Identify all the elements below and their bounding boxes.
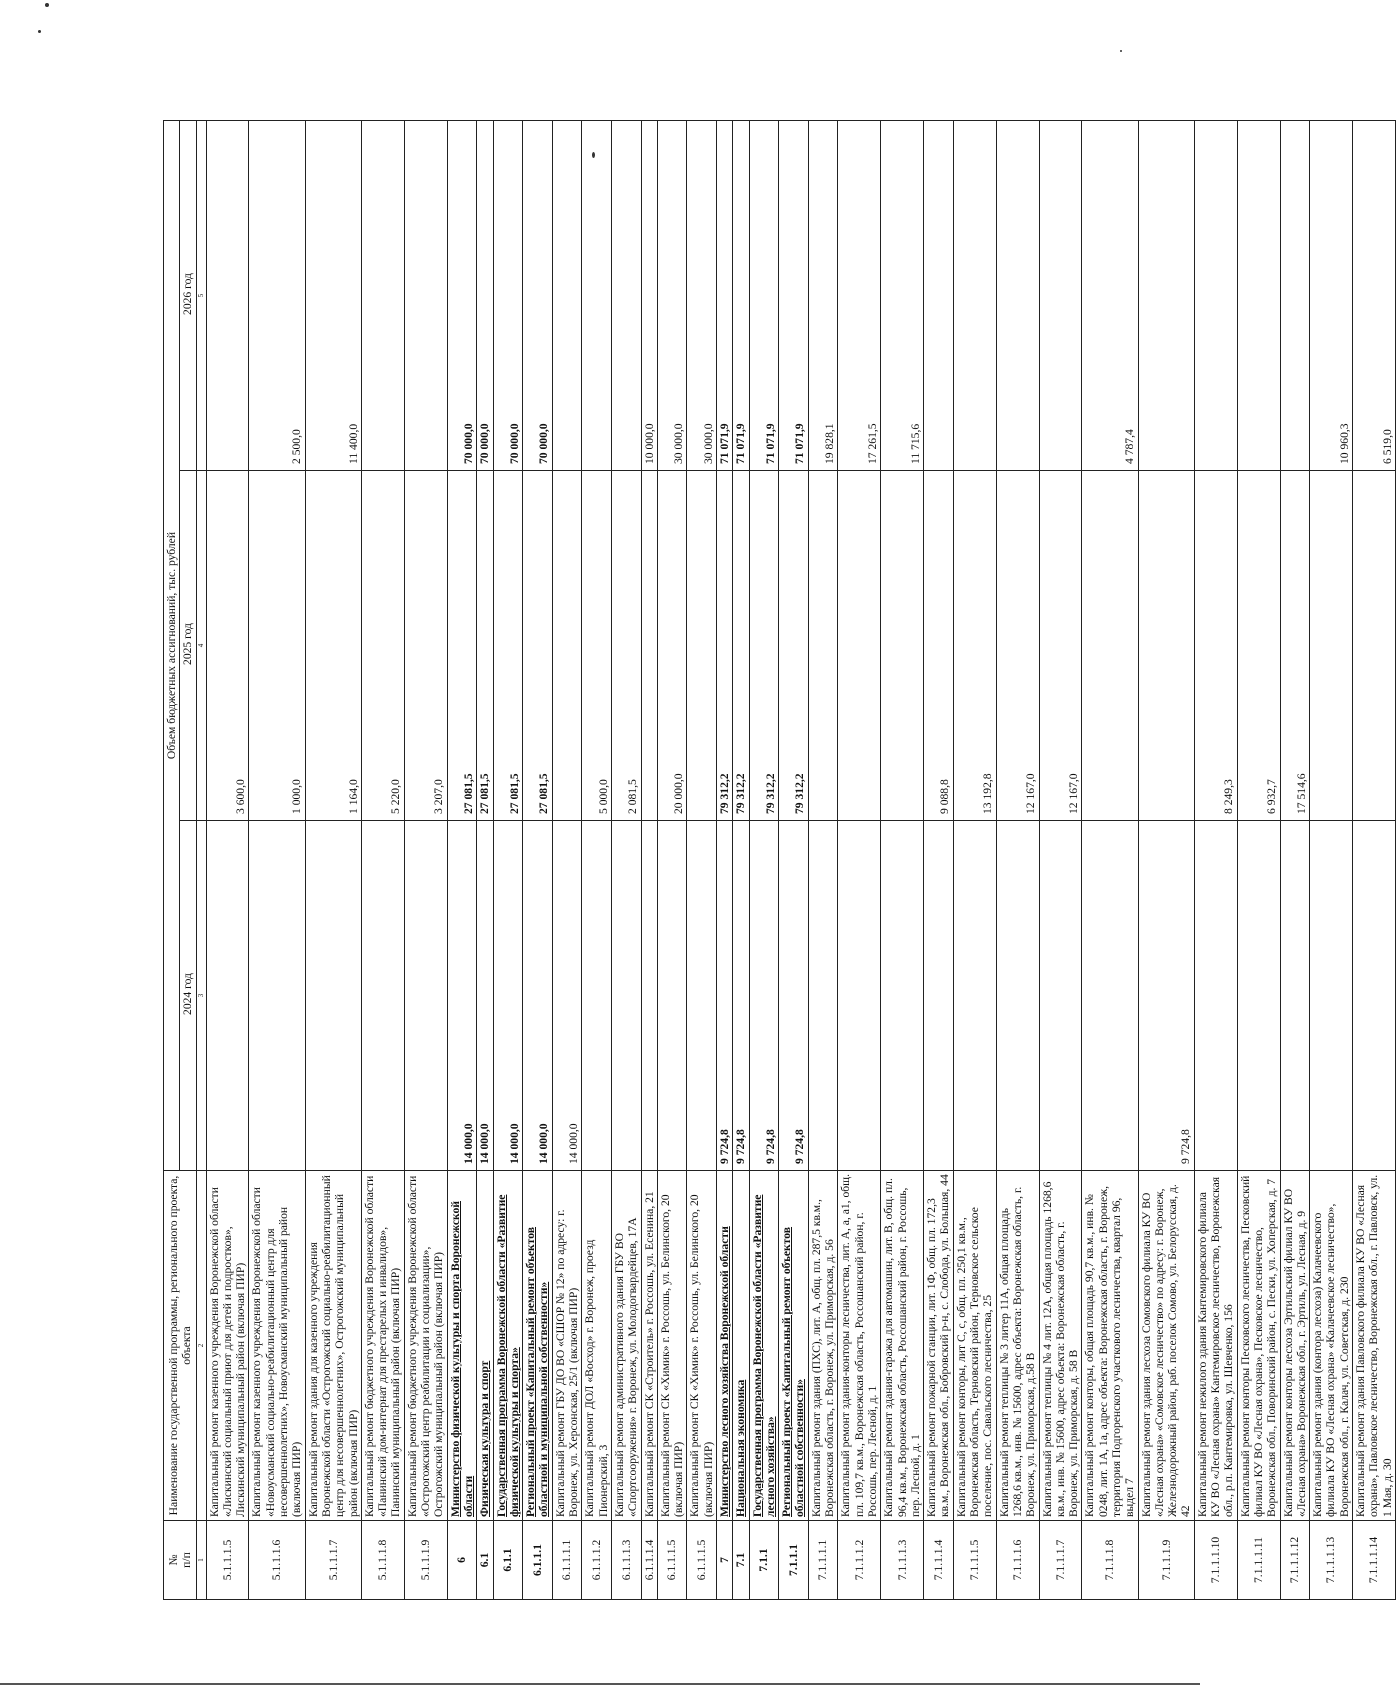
row-value-2024: 9 724,8 — [733, 821, 749, 1171]
row-value-2025: 12 167,0 — [996, 471, 1039, 821]
header-year-2024: 2024 год — [180, 821, 196, 1171]
row-number: 6.1.1.1.5 — [657, 1521, 687, 1600]
row-name: Капитальный ремонт здания (ПХС), лит. А, общ. пл. 287,5 кв.м., Воронежская область, г. Воронеж, ул. Приморская, д. 56 — [808, 1171, 838, 1521]
table-row — [1353, 121, 1396, 1600]
row-name: Национальная экономика — [733, 1171, 749, 1521]
row-name: Капитальный ремонт здания лесхоза Сомовского филиала КУ ВО «Лесная охрана» «Сомовское лесничество» по адресу: г. Воронеж, Железнодорожный район, раб. поселок Сомово, ул. Белорусская, д. 42 — [1138, 1171, 1194, 1521]
row-number: 7.1.1.1.11 — [1237, 1521, 1280, 1600]
table-row — [733, 121, 749, 1600]
row-number: 5.1.1.1.7 — [305, 1521, 361, 1600]
row-number: 7.1.1.1.4 — [924, 1521, 954, 1600]
row-value-2024 — [361, 821, 404, 1171]
index-cell: 4 — [196, 471, 206, 821]
row-name: Капитальный ремонт конторы лесхоза Эртильский филиал КУ ВО «Лесная охрана» Воронежская обл., г. Эртиль, ул. Лесная, д. 9 — [1280, 1171, 1310, 1521]
row-name: Капитальный ремонт СК «Химик» г. Россошь, ул. Белинского, 20 (включая ПИР) — [657, 1171, 687, 1521]
table-row — [582, 121, 612, 1600]
row-value-2024 — [808, 821, 838, 1171]
row-number: 7.1.1.1.1 — [808, 1521, 838, 1600]
row-value-2024 — [996, 821, 1039, 1171]
row-value-2024 — [641, 821, 657, 1171]
table-row — [716, 121, 732, 1600]
row-value-2025: 6 932,7 — [1237, 471, 1280, 821]
row-value-2025 — [1138, 471, 1194, 821]
table-row — [206, 121, 249, 1600]
header-year-2026: 2026 год — [180, 121, 196, 471]
scan-speck — [1120, 50, 1122, 52]
row-name: Физическая культура и спорт — [477, 1171, 493, 1521]
row-value-2025: 79 312,2 — [779, 471, 809, 821]
row-name: Капитальный ремонт здания (контора лесхоза) Калачеевского филиала КУ ВО «Лесная охрана» «Калачеевское лесничество», Воронежская обл., г. Калач, ул. Советская, д. 230 — [1310, 1171, 1353, 1521]
table-row — [808, 121, 838, 1600]
row-value-2025: 1 000,0 — [249, 471, 305, 821]
row-number: 7.1.1.1.2 — [838, 1521, 881, 1600]
row-value-2026: 71 071,9 — [716, 121, 732, 471]
row-value-2024: 14 000,0 — [552, 821, 582, 1171]
row-value-2025: 9 088,8 — [924, 471, 954, 821]
table-row — [1237, 121, 1280, 1600]
row-name: Капитальный ремонт ГБУ ДО ВО «СШОР № 12» по адресу: г. Воронеж, ул. Херсонская, 25/1 (включая ПИР) — [552, 1171, 582, 1521]
row-number: 6.1.1 — [493, 1521, 523, 1600]
row-value-2025 — [838, 471, 881, 821]
row-name: Государственная программа Воронежской области «Развитие физической культуры и спорта» — [493, 1171, 523, 1521]
header-name: Наименование государственной программы, регионального проекта, объекта — [164, 1171, 197, 1521]
row-number: 6.1.1.1.3 — [611, 1521, 641, 1600]
row-value-2024 — [953, 821, 996, 1171]
table-row — [404, 121, 447, 1600]
row-value-2025: 2 081,5 — [611, 471, 641, 821]
row-number: 7.1.1.1.3 — [881, 1521, 924, 1600]
row-value-2025: 8 249,3 — [1194, 471, 1237, 821]
row-value-2026: 70 000,0 — [523, 121, 553, 471]
table-row — [641, 121, 657, 1600]
table-row — [779, 121, 809, 1600]
row-number: 6.1 — [477, 1521, 493, 1600]
table-body — [206, 121, 1395, 1600]
row-value-2025 — [1082, 471, 1138, 821]
table-row — [1310, 121, 1353, 1600]
row-value-2024 — [1280, 821, 1310, 1171]
header-volume: Объем бюджетных ассигнований, тыс. рублей — [164, 121, 180, 1171]
row-name: Капитальный ремонт здания для казенного учреждения Воронежской области «Острогожский социально-реабилитационный центр для несовершеннолетних», Острогожский муниципальный район (включая ПИР) — [305, 1171, 361, 1521]
row-value-2026: 11 715,6 — [881, 121, 924, 471]
table-row — [687, 121, 717, 1600]
row-value-2026: 10 000,0 — [641, 121, 657, 471]
row-value-2026 — [611, 121, 641, 471]
index-cell: 3 — [196, 821, 206, 1171]
row-name: Капитальный ремонт конторы, общая площадь 90,7 кв.м., инв. № 0248, лит. 1А, 1а, адрес объекта: Воронежская область, г. Воронеж, территория Подгоренского участкового лесничества, квартал 96, выдел 7 — [1082, 1171, 1138, 1521]
row-name: Капитальный ремонт нежилого здания Кантемировского филиала КУ ВО «Лесная охрана» Кантемировское лесничество, Воронежская обл., р.п. Кантемировка, ул. Шевченко, 156 — [1194, 1171, 1237, 1521]
row-number: 5.1.1.1.8 — [361, 1521, 404, 1600]
row-value-2026: 71 071,9 — [733, 121, 749, 471]
row-value-2026: 71 071,9 — [779, 121, 809, 471]
table-row — [1194, 121, 1237, 1600]
row-value-2026: 30 000,0 — [687, 121, 717, 471]
row-name: Министерство физической культуры и спорта Воронежской области — [447, 1171, 477, 1521]
table-row — [1082, 121, 1138, 1600]
row-number: 7.1.1.1.12 — [1280, 1521, 1310, 1600]
row-value-2026: 2 500,0 — [249, 121, 305, 471]
row-value-2024 — [1353, 821, 1396, 1171]
row-value-2024: 9 724,8 — [749, 821, 779, 1171]
row-name: Капитальный ремонт ДОЛ «Восход» г. Воронеж, проезд Пионерский, 3 — [582, 1171, 612, 1521]
row-name: Капитальный ремонт казенного учреждения Воронежской области «Новоусманский социально-реабилитационный центр для несовершеннолетних», Новоусманский муниципальный район (включая ПИР) — [249, 1171, 305, 1521]
row-value-2025 — [808, 471, 838, 821]
row-value-2025 — [687, 471, 717, 821]
header-index-row — [196, 121, 206, 1600]
row-value-2024: 14 000,0 — [523, 821, 553, 1171]
row-value-2025: 3 207,0 — [404, 471, 447, 821]
row-value-2026 — [1138, 121, 1194, 471]
row-value-2026: 4 787,4 — [1082, 121, 1138, 471]
table-row — [447, 121, 477, 1600]
row-value-2024: 14 000,0 — [447, 821, 477, 1171]
row-value-2026 — [996, 121, 1039, 471]
row-value-2026: 10 960,3 — [1310, 121, 1353, 471]
row-value-2026: 19 828,1 — [808, 121, 838, 471]
row-number: 6.1.1.1 — [523, 1521, 553, 1600]
table-row — [1138, 121, 1194, 1600]
row-name: Капитальный ремонт СК «Строитель» г. Россошь, ул. Есенина, 21 — [641, 1171, 657, 1521]
table-row — [881, 121, 924, 1600]
row-name: Региональный проект «Капитальный ремонт объектов областной собственности» — [779, 1171, 809, 1521]
row-number: 6.1.1.1.5 — [687, 1521, 717, 1600]
row-value-2026 — [361, 121, 404, 471]
row-value-2026: 6 519,0 — [1353, 121, 1396, 471]
row-value-2024 — [206, 821, 249, 1171]
row-value-2025: 27 081,5 — [523, 471, 553, 821]
row-value-2025: 5 000,0 — [582, 471, 612, 821]
row-value-2026: 30 000,0 — [657, 121, 687, 471]
row-name: Капитальный ремонт здания-гаража для автомашин, лит. В, общ. пл. 96,4 кв.м., Воронежская область, Россошанский район, г. Россошь, пер. Лесной, д. 1 — [881, 1171, 924, 1521]
table-row — [996, 121, 1039, 1600]
row-name: Капитальный ремонт теплицы № 4 лит. 12А, общая площадь 1268,6 кв.м., инв. № 15600, адрес объекта: Воронежская область, г. Воронеж, ул. Приморская, д. 58 В — [1039, 1171, 1082, 1521]
row-number: 7.1.1.1.10 — [1194, 1521, 1237, 1600]
header-num: № п/п — [164, 1521, 197, 1600]
row-value-2025 — [552, 471, 582, 821]
table-row — [838, 121, 881, 1600]
row-value-2026: 70 000,0 — [493, 121, 523, 471]
table-row — [361, 121, 404, 1600]
row-number: 7.1.1.1.7 — [1039, 1521, 1082, 1600]
row-value-2025: 79 312,2 — [733, 471, 749, 821]
row-value-2025: 1 164,0 — [305, 471, 361, 821]
row-name: Капитальный ремонт СК «Химик» г. Россошь, ул. Белинского, 20 (включая ПИР) — [687, 1171, 717, 1521]
row-number: 6.1.1.1.2 — [582, 1521, 612, 1600]
row-number: 5.1.1.1.9 — [404, 1521, 447, 1600]
row-number: 7.1.1.1.5 — [953, 1521, 996, 1600]
row-value-2025: 27 081,5 — [447, 471, 477, 821]
table-header — [164, 121, 207, 1600]
row-value-2026 — [1237, 121, 1280, 471]
row-name: Региональный проект «Капитальный ремонт объектов областной и муниципальной собственности» — [523, 1171, 553, 1521]
index-cell: 5 — [196, 121, 206, 471]
row-value-2024 — [404, 821, 447, 1171]
table-row — [477, 121, 493, 1600]
row-value-2024: 9 724,8 — [779, 821, 809, 1171]
row-name: Капитальный ремонт конторы, лит С, с, общ. пл. 250,1 кв.м., Воронежская область, Терновский район, Терновское сельское поселение, пос. Савальского лесничества, 25 — [953, 1171, 996, 1521]
row-number: 7.1.1.1.9 — [1138, 1521, 1194, 1600]
row-value-2024 — [687, 821, 717, 1171]
row-number: 6 — [447, 1521, 477, 1600]
row-value-2025: 27 081,5 — [477, 471, 493, 821]
row-name: Капитальный ремонт пожарной станции, лит. 1Ф, общ. пл. 172,3 кв.м., Воронежская обл., Бобровский р-н, с. Слобода, ул. Большая, 44 — [924, 1171, 954, 1521]
table-row — [1280, 121, 1310, 1600]
row-number: 7.1.1.1.8 — [1082, 1521, 1138, 1600]
row-value-2025: 17 514,6 — [1280, 471, 1310, 821]
row-number: 7.1.1.1.13 — [1310, 1521, 1353, 1600]
row-number: 7.1.1.1.6 — [996, 1521, 1039, 1600]
table-row — [953, 121, 996, 1600]
row-value-2024: 9 724,8 — [1138, 821, 1194, 1171]
row-value-2026 — [953, 121, 996, 471]
row-value-2025: 79 312,2 — [749, 471, 779, 821]
row-value-2025: 27 081,5 — [493, 471, 523, 821]
row-value-2024 — [582, 821, 612, 1171]
row-value-2024: 9 724,8 — [716, 821, 732, 1171]
table-row — [749, 121, 779, 1600]
row-value-2025 — [881, 471, 924, 821]
row-value-2026 — [582, 121, 612, 471]
row-value-2026 — [552, 121, 582, 471]
row-value-2026 — [1194, 121, 1237, 471]
row-value-2025 — [1310, 471, 1353, 821]
row-value-2024 — [1194, 821, 1237, 1171]
budget-table — [163, 120, 1396, 1600]
row-value-2024 — [1039, 821, 1082, 1171]
row-number: 7.1.1.1 — [779, 1521, 809, 1600]
table-row — [611, 121, 641, 1600]
index-cell: 2 — [196, 1171, 206, 1521]
scan-speck — [38, 30, 41, 33]
row-value-2025: 5 220,0 — [361, 471, 404, 821]
row-value-2025: 12 167,0 — [1039, 471, 1082, 821]
row-value-2026: 17 261,5 — [838, 121, 881, 471]
row-value-2025: 20 000,0 — [657, 471, 687, 821]
row-number: 6.1.1.1.4 — [641, 1521, 657, 1600]
row-value-2026: 11 400,0 — [305, 121, 361, 471]
row-name: Капитальный ремонт бюджетного учреждения Воронежской области «Панинский дом-интернат для престарелых и инвалидов», Панинский муниципальный район (включая ПИР) — [361, 1171, 404, 1521]
row-value-2025: 79 312,2 — [716, 471, 732, 821]
row-name: Государственная программа Воронежской области «Развитие лесного хозяйства» — [749, 1171, 779, 1521]
row-value-2024 — [657, 821, 687, 1171]
row-number: 7.1.1.1.14 — [1353, 1521, 1396, 1600]
row-value-2024: 14 000,0 — [477, 821, 493, 1171]
row-number: 7 — [716, 1521, 732, 1600]
row-value-2024 — [838, 821, 881, 1171]
row-number: 5.1.1.1.6 — [249, 1521, 305, 1600]
row-value-2026 — [404, 121, 447, 471]
row-value-2026 — [206, 121, 249, 471]
scan-speck — [45, 3, 49, 7]
row-value-2025: 13 192,8 — [953, 471, 996, 821]
row-number: 7.1.1 — [749, 1521, 779, 1600]
row-name: Капитальный ремонт казенного учреждения Воронежской области «Лискинский социальный приют для детей и подростков», Лискинский муниципальный район (включая ПИР) — [206, 1171, 249, 1521]
row-number: 5.1.1.1.5 — [206, 1521, 249, 1600]
row-number: 6.1.1.1.1 — [552, 1521, 582, 1600]
row-value-2026 — [1280, 121, 1310, 471]
row-value-2024 — [249, 821, 305, 1171]
row-value-2026 — [924, 121, 954, 471]
row-name: Капитальный ремонт здания-конторы лесничества, лит. А, а, а1, общ. пл. 109,7 кв.м., Воронежская область, Россошанский район, г. Россошь, пер. Лесной, д. 1 — [838, 1171, 881, 1521]
row-name: Министерство лесного хозяйства Воронежской области — [716, 1171, 732, 1521]
row-value-2024 — [924, 821, 954, 1171]
table-row — [657, 121, 687, 1600]
table-row — [249, 121, 305, 1600]
table-row — [1039, 121, 1082, 1600]
row-value-2024: 14 000,0 — [493, 821, 523, 1171]
row-number: 7.1 — [733, 1521, 749, 1600]
rotated-table-page — [163, 120, 1394, 1600]
table-row — [924, 121, 954, 1600]
row-value-2024 — [611, 821, 641, 1171]
row-value-2024 — [1237, 821, 1280, 1171]
scan-bottom-edge — [0, 1683, 1200, 1685]
row-value-2025: 3 600,0 — [206, 471, 249, 821]
table-row — [493, 121, 523, 1600]
row-value-2026 — [1039, 121, 1082, 471]
row-name: Капитальный ремонт бюджетного учреждения Воронежской области «Острогожский центр реабилитации и социализации», Острогожский муниципальный район (включая ПИР) — [404, 1171, 447, 1521]
row-value-2026: 70 000,0 — [477, 121, 493, 471]
row-value-2024 — [881, 821, 924, 1171]
row-value-2026: 71 071,9 — [749, 121, 779, 471]
row-name: Капитальный ремонт теплицы № 3 литер 11А, общая площадь 1268,6 кв.м., инв. № 15600, адрес объекта: Воронежская область, г. Воронеж, ул. Приморская, д.58 В — [996, 1171, 1039, 1521]
header-year-2025: 2025 год — [180, 471, 196, 821]
row-name: Капитальный ремонт конторы Песковского лесничества, Песковский филиал КУ ВО «Лесная охрана», Песковское лесничество, Воронежская обл., Поворинский район, с. Пески, ул. Хоперская, д. 7 — [1237, 1171, 1280, 1521]
row-value-2024 — [305, 821, 361, 1171]
row-name: Капитальный ремонт здания Павловского филиала КУ ВО «Лесная охрана», Павловское лесничество, Воронежская обл., г. Павловск, ул. 1 Мая, д. 30 — [1353, 1171, 1396, 1521]
row-value-2025 — [1353, 471, 1396, 821]
table-row — [552, 121, 582, 1600]
table-row — [305, 121, 361, 1600]
row-name: Капитальный ремонт административного здания ГБУ ВО «Спортсооружения» г. Воронеж, ул. Молодогвардейцев, 17А — [611, 1171, 641, 1521]
row-value-2026: 70 000,0 — [447, 121, 477, 471]
table-row — [523, 121, 553, 1600]
row-value-2024 — [1082, 821, 1138, 1171]
row-value-2024 — [1310, 821, 1353, 1171]
row-value-2025 — [641, 471, 657, 821]
index-cell: 1 — [196, 1521, 206, 1600]
